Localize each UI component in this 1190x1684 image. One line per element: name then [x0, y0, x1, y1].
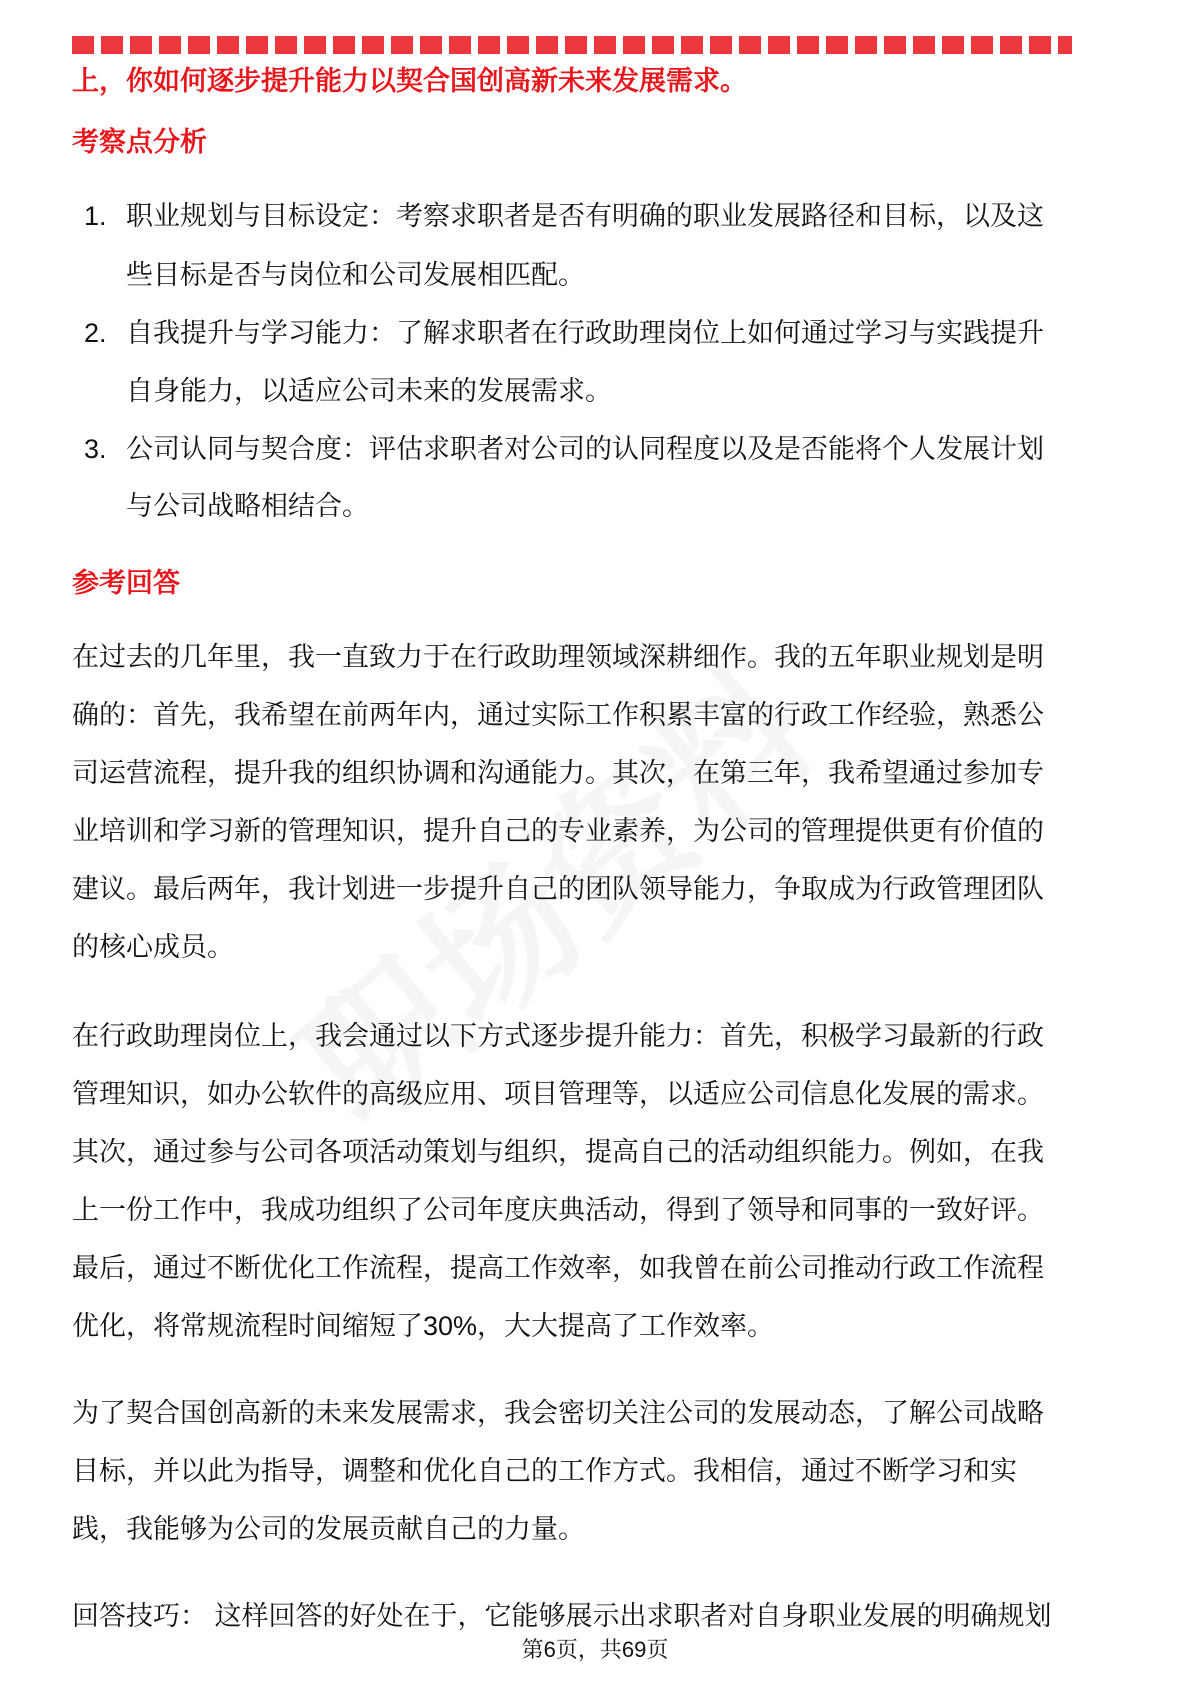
list-number: 3. [84, 434, 107, 464]
list-number: 1. [84, 201, 107, 231]
paragraph-line: 在过去的几年里，我一直致力于在行政助理领域深耕细作。我的五年职业规划是明 [72, 642, 1044, 672]
paragraph-line: 确的：首先，我希望在前两年内，通过实际工作积累丰富的行政工作经验，熟悉公 [72, 700, 1044, 730]
paragraph-line: 践，我能够为公司的发展贡献自己的力量。 [72, 1514, 585, 1544]
paragraph-line: 优化，将常规流程时间缩短了30%，大大提高了工作效率。 [72, 1311, 775, 1341]
paragraph-line: 目标，并以此为指导，调整和优化自己的工作方式。我相信，通过不断学习和实 [72, 1456, 1017, 1486]
answer-heading: 参考回答 [72, 568, 180, 598]
list-item-line: 自身能力，以适应公司未来的发展需求。 [126, 376, 612, 406]
cut-off-question-line [72, 36, 1072, 54]
page-number: 第6页，共69页 [521, 1637, 669, 1662]
paragraph-line: 业培训和学习新的管理知识，提升自己的专业素养，为公司的管理提供更有价值的 [72, 816, 1044, 846]
paragraph-line: 在行政助理岗位上，我会通过以下方式逐步提升能力：首先，积极学习最新的行政 [72, 1021, 1044, 1051]
paragraph-line: 其次，通过参与公司各项活动策划与组织，提高自己的活动组织能力。例如，在我 [72, 1137, 1044, 1167]
list-item-line: 些目标是否与岗位和公司发展相匹配。 [126, 260, 585, 290]
answer-tips: 回答技巧： 这样回答的好处在于，它能够展示出求职者对自身职业发展的明确规划 [72, 1601, 1052, 1631]
analysis-heading: 考察点分析 [72, 127, 207, 157]
paragraph-line: 最后，通过不断优化工作流程，提高工作效率，如我曾在前公司推动行政工作流程 [72, 1253, 1044, 1283]
paragraph-line: 建议。最后两年，我计划进一步提升自己的团队领导能力，争取成为行政管理团队 [72, 874, 1044, 904]
paragraph-line: 为了契合国创高新的未来发展需求，我会密切关注公司的发展动态，了解公司战略 [72, 1398, 1044, 1428]
paragraph-line: 上一份工作中，我成功组织了公司年度庆典活动，得到了领导和同事的一致好评。 [72, 1195, 1044, 1225]
paragraph-line: 的核心成员。 [72, 932, 234, 962]
question-text: 上，你如何逐步提升能力以契合国创高新未来发展需求。 [72, 66, 747, 96]
list-item-line: 自我提升与学习能力：了解求职者在行政助理岗位上如何通过学习与实践提升 [126, 318, 1044, 348]
list-item-line: 公司认同与契合度：评估求职者对公司的认同程度以及是否能将个人发展计划 [126, 434, 1044, 464]
paragraph-line: 司运营流程，提升我的组织协调和沟通能力。其次，在第三年，我希望通过参加专 [72, 758, 1044, 788]
list-item-line: 职业规划与目标设定：考察求职者是否有明确的职业发展路径和目标，以及这 [126, 201, 1044, 231]
list-item-line: 与公司战略相结合。 [126, 491, 369, 521]
list-number: 2. [84, 318, 107, 348]
paragraph-line: 管理知识，如办公软件的高级应用、项目管理等，以适应公司信息化发展的需求。 [72, 1079, 1044, 1109]
